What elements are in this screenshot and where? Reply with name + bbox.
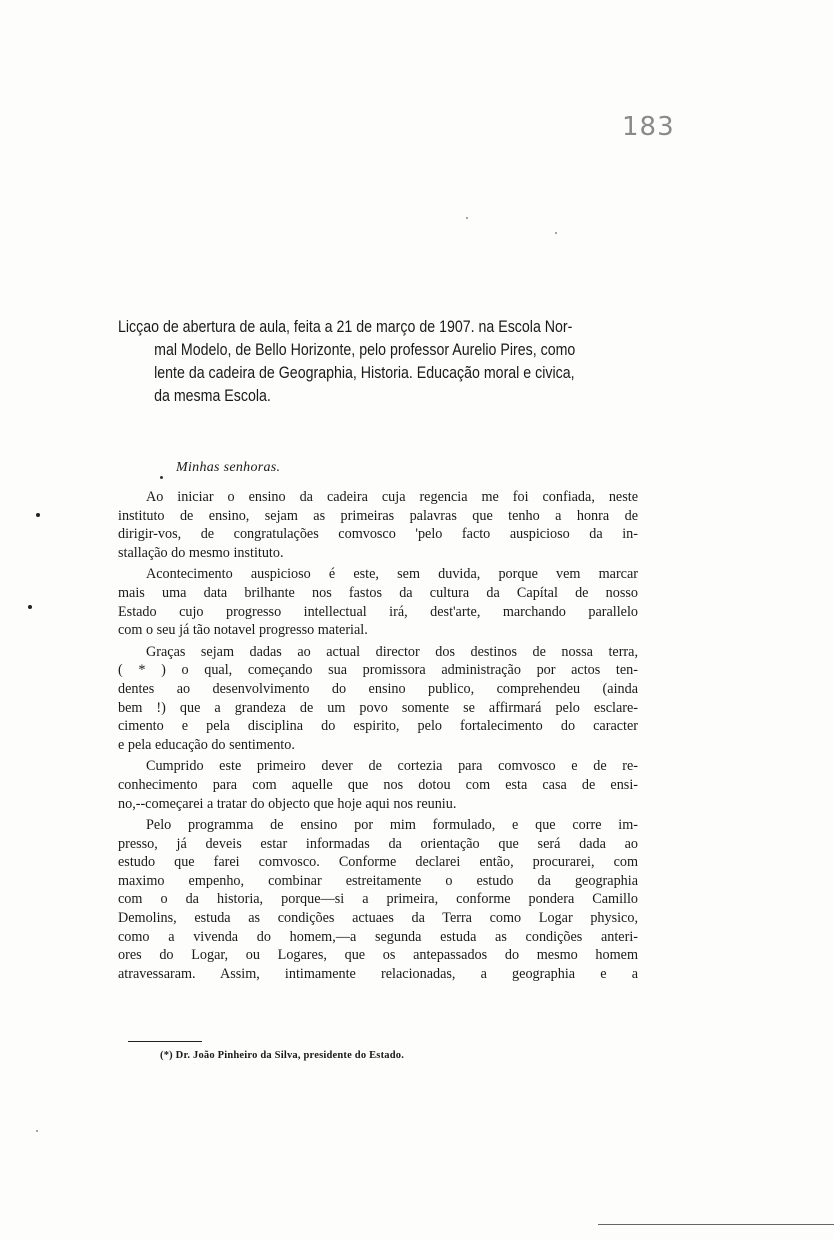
text-line: com o seu já tão notavel progresso material. — [118, 622, 368, 639]
text-line: Graças sejam dadas ao actual director dos destinos de nossa terra, — [146, 643, 638, 660]
text-line: estudo que farei comvosco. Conforme declarei então, procurarei, com — [118, 854, 638, 871]
speck — [555, 232, 557, 234]
margin-mark — [28, 605, 32, 609]
text-line: maximo empenho, combinar estreitamente o estudo da geographia — [118, 872, 638, 889]
text-line: bem !) que a grandeza de um povo somente se affirmará pelo esclare- — [118, 699, 638, 716]
speck — [466, 217, 468, 219]
text-line: presso, já deveis estar informadas da orientação que será dada ao — [118, 835, 638, 852]
heading-line: lente da cadeira de Geographia, Historia. Educação moral e civica, — [154, 364, 575, 382]
speck — [160, 476, 163, 479]
text-line: Demolins, estuda as condições actuaes da Terra como Logar physico, — [118, 910, 638, 927]
text-line: ores do Logar, ou Logares, que os antepassados do mesmo homem — [118, 947, 638, 964]
paragraph-5 — [118, 816, 638, 983]
scan-edge-line — [598, 1224, 834, 1225]
text-line: Acontecimento auspicioso é este, sem duvida, porque vem marcar — [146, 566, 638, 583]
text-line: e pela educação do sentimento. — [118, 736, 295, 753]
text-line: Ao iniciar o ensino da cadeira cuja regencia me foi confiada, neste — [146, 489, 638, 505]
text-line: dirigir-vos, de congratulações comvosco 'pelo facto auspicioso da in- — [118, 526, 638, 543]
heading-line: da mesma Escola. — [154, 387, 271, 405]
body-text — [118, 488, 638, 986]
text-line: ( * ) o qual, começando sua promissora administração por actos ten- — [118, 662, 638, 679]
text-line: conhecimento para com aquelle que nos dotou com esta casa de ensi- — [118, 776, 638, 793]
text-line: no,--começarei a tratar do objecto que hoje aqui nos reuniu. — [118, 795, 457, 812]
text-line: Pelo programma de ensino por mim formulado, e que corre im- — [146, 817, 638, 834]
speck — [36, 1130, 38, 1132]
text-line: cimento e pela disciplina do espirito, pelo fortalecimento do caracter — [118, 718, 638, 735]
paragraph-4 — [118, 757, 638, 813]
text-line: stallação do mesmo instituto. — [118, 544, 284, 561]
text-line: como a vivenda do homem,—a segunda estuda as condições anteri- — [118, 928, 638, 945]
text-line: mais uma data brilhante nos fastos da cultura da Capítal de nosso — [118, 584, 638, 601]
paragraph-1 — [118, 488, 638, 562]
footnote-rule — [128, 1041, 202, 1042]
text-line: Estado cujo progresso intellectual irá, dest'arte, marchando parallelo — [118, 603, 638, 620]
text-line: atravessaram. Assim, intimamente relacionadas, a geographia e a — [118, 965, 638, 982]
salutation: Minhas senhoras. — [176, 460, 281, 475]
heading-line: Licçao de abertura de aula, feita a 21 de março de 1907. na Escola Nor- — [118, 318, 573, 336]
heading-line: mal Modelo, de Bello Horizonte, pelo professor Aurelio Pires, como — [154, 341, 576, 359]
text-line: dentes ao desenvolvimento do ensino publico, comprehendeu (ainda — [118, 680, 638, 697]
text-line: com o da historia, porque—si a primeira, conforme pondera Camillo — [118, 891, 638, 908]
text-line: Cumprido este primeiro dever de cortezia para comvosco e de re- — [146, 758, 638, 775]
text-line: instituto de ensino, sejam as primeiras palavras que tenho a honra de — [118, 507, 638, 524]
page-number: 183 — [622, 112, 675, 142]
margin-mark — [36, 513, 40, 517]
paragraph-2 — [118, 565, 638, 639]
document-heading — [118, 316, 634, 408]
footnote: (*) Dr. João Pinheiro da Silva, presidente do Estado. — [160, 1050, 405, 1061]
paragraph-3 — [118, 643, 638, 755]
